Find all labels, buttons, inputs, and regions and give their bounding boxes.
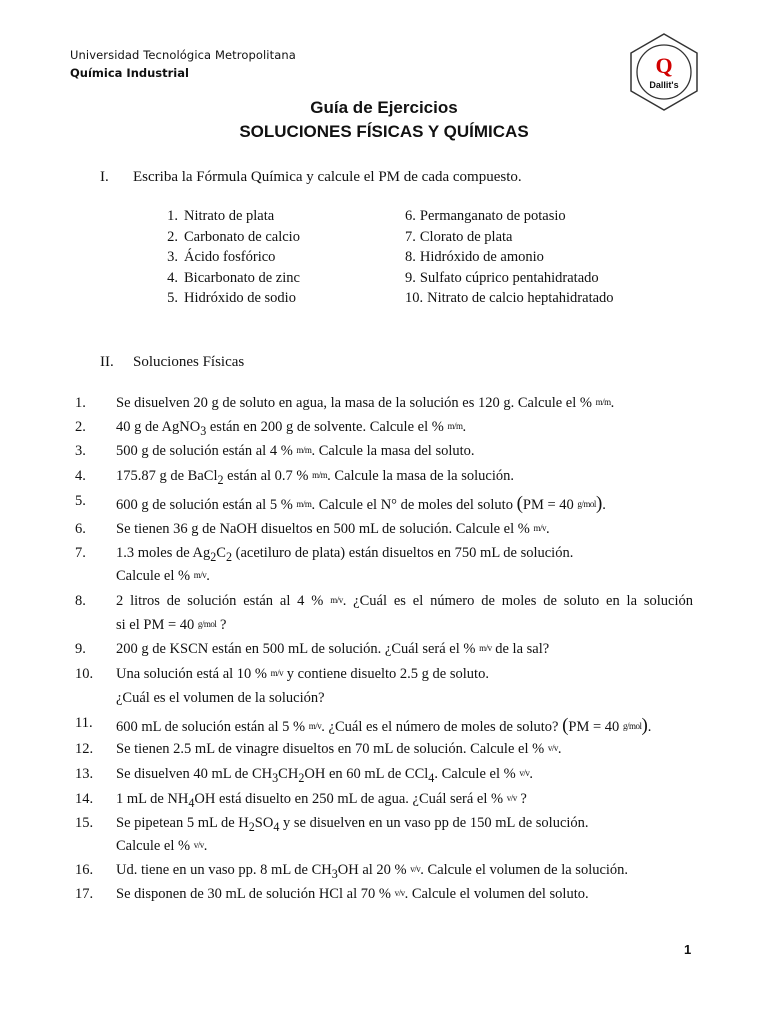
logo-text: Dallit's [649, 80, 679, 90]
problem-text: 200 g de KSCN están en 500 mL de solución. ¿Cuál será el % m/v de la sal? [116, 641, 550, 657]
problem-number: 17. [75, 886, 94, 902]
problem-text: 40 g de AgNO$_3$ están en 200 g de solvente. Calcule el % m/m. [116, 419, 467, 438]
problem-number: 5. [75, 493, 86, 509]
problem-text: 500 g de solución están al 4 % m/m. Calcule la masa del soluto. [116, 443, 475, 459]
problem-number: 2. [75, 419, 86, 435]
problem-text: 600 mL de solución están al 5 % m/v. ¿Cuál es el número de moles de soluto? (PM = 40 g/mol). [116, 715, 652, 736]
problem-text: 175.87 g de BaCl$_2$ están al 0.7 % m/m. Calcule la masa de la solución. [116, 468, 514, 487]
problem-number: 3. [75, 443, 86, 459]
problem-number: 4. [75, 468, 86, 484]
compound-item: 3. Ácido fosfórico [167, 249, 276, 266]
problem-number: 14. [75, 791, 94, 807]
problem-number: 11. [75, 715, 93, 731]
problem-text: 1 mL de $NH_4OH$ está disuelto en 250 mL de agua. ¿Cuál será el % v/v ? [116, 791, 527, 810]
problem-number: 6. [75, 521, 86, 537]
problem-number: 1. [75, 395, 86, 411]
problem-text: Se tienen 2.5 mL de vinagre disueltos en 70 mL de solución. Calcule el % v/v. [116, 741, 562, 757]
logo-letter: Q [655, 53, 673, 78]
compound-item: 5. Hidróxido de sodio [167, 290, 296, 307]
problem-text: 2 litros de solución están al 4 % m/v. ¿Cuál es el número de moles de soluto en la solución [116, 593, 693, 609]
problem-text: Se tienen 36 g de NaOH disueltos en 500 mL de solución. Calcule el % m/v. [116, 521, 550, 537]
section-2-title: Soluciones Físicas [133, 354, 245, 370]
compound-item: 4. Bicarbonato de zinc [167, 269, 300, 286]
problem-number: 8. [75, 593, 86, 609]
problem-number: 7. [75, 545, 86, 561]
problem-text: 600 g de solución están al 5 % m/m. Calcule el N° de moles del soluto (PM = 40 g/mol). [116, 493, 606, 514]
page-subtitle: SOLUCIONES FÍSICAS Y QUÍMICAS [239, 122, 529, 141]
compound-item: 7. Clorato de plata [405, 228, 513, 245]
compound-item: 6. Permanganato de potasio [405, 208, 566, 224]
page-title: Guía de Ejercicios [310, 98, 458, 117]
section-1-numeral: I. [100, 169, 109, 185]
problem-text: Se pipetean 5 mL de $H_2SO_4$ y se disuelven en un vaso pp de 150 mL de solución. [116, 815, 589, 834]
compound-item: 8. Hidróxido de amonio [405, 249, 544, 266]
compound-item: 2. Carbonato de calcio [167, 228, 300, 245]
problem-text: Se disponen de 30 mL de solución HCl al 70 % v/v. Calcule el volumen del soluto. [116, 886, 589, 902]
problem-number: 12. [75, 741, 94, 757]
department-name: Química Industrial [70, 66, 189, 80]
section-1-instruction: Escriba la Fórmula Química y calcule el PM de cada compuesto. [133, 169, 522, 185]
problem-text: Se disuelven 40 mL de $CH_3CH_2OH$ en 60 mL de CCl$_4$. Calcule el % v/v. [116, 766, 533, 785]
problem-text: Una solución está al 10 % m/v y contiene disuelto 2.5 g de soluto. [116, 666, 489, 682]
compound-item: 1. Nitrato de plata [167, 208, 275, 224]
problem-number: 16. [75, 862, 94, 878]
page-number: 1 [684, 942, 692, 957]
section-2-numeral: II. [100, 354, 114, 370]
university-name: Universidad Tecnológica Metropolitana [70, 48, 296, 62]
problem-number: 10. [75, 666, 94, 682]
problem-text: Ud. tiene en un vaso pp. 8 mL de $CH_3OH$ al 20 % v/v. Calcule el volumen de la solución. [116, 862, 629, 881]
problem-number: 13. [75, 766, 94, 782]
problem-number: 15. [75, 815, 94, 831]
problem-text: 1.3 moles de $Ag_2C_2$ (acetiluro de plata) están disueltos en 750 mL de solución. [116, 545, 574, 564]
problem-text: Se disuelven 20 g de soluto en agua, la masa de la solución es 120 g. Calcule el % m/m. [116, 395, 615, 411]
compound-item: 10. Nitrato de calcio heptahidratado [405, 290, 614, 307]
compound-item: 9. Sulfato cúprico pentahidratado [405, 269, 599, 286]
problem-number: 9. [75, 641, 86, 657]
